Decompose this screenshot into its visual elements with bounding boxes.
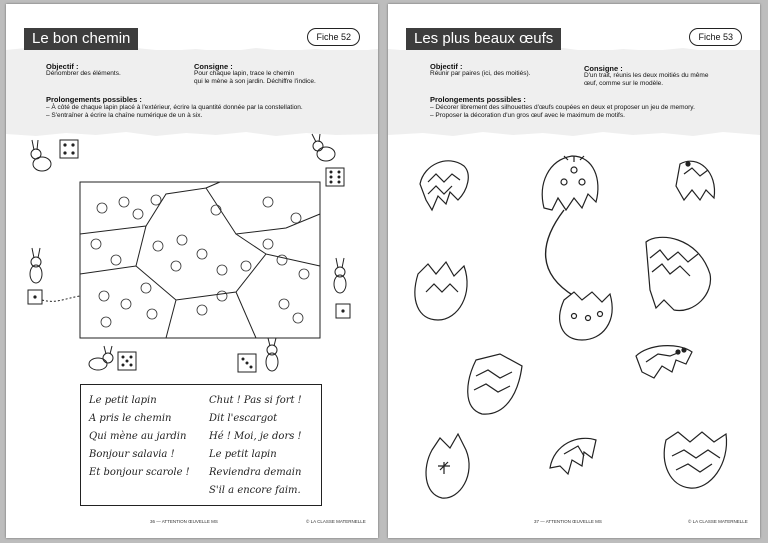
- bunny-icon: [30, 248, 42, 283]
- poem-line: S'il a encore faim.: [209, 485, 301, 496]
- bunny-icon: [89, 346, 113, 370]
- maze-wall: [136, 226, 146, 266]
- egg-half-icon: [550, 438, 596, 474]
- maze-wall: [166, 300, 176, 338]
- poem-line: Et bonjour scarole !: [89, 467, 190, 478]
- egg-half-icon: [664, 432, 726, 488]
- footer-right: © LA CLASSE MATERNELLE: [688, 519, 748, 524]
- page-fiche-52: [6, 4, 378, 538]
- prolongement-line: – Proposer la décoration d'un gros œuf avec le maximum de motifs.: [430, 112, 625, 119]
- maze-wall: [80, 254, 320, 300]
- poem-line: Le petit lapin: [89, 395, 157, 406]
- egg-half-icon: [426, 434, 469, 498]
- bunny-icon: [31, 140, 51, 171]
- dashed-path: [42, 296, 80, 301]
- prolongements-label: Prolongements possibles :: [430, 95, 526, 104]
- fiche-badge: Fiche 52: [307, 28, 360, 46]
- objectif-label: Objectif :: [430, 62, 463, 71]
- poem-line: Qui mène au jardin: [89, 431, 187, 442]
- poem-line: Hé ! Moi, je dors !: [209, 431, 302, 442]
- bunny-icon: [266, 338, 278, 371]
- bunny-icon: [334, 258, 346, 293]
- footer-left: 37 — ATTENTION ŒUVELLE MS: [534, 519, 602, 524]
- egg-half-icon: [468, 354, 522, 414]
- prolongement-line: – S'entraîner à écrire la chaîne numérique de un à six.: [46, 112, 203, 119]
- prolongement-line: – Décorer librement des silhouettes d'œufs coupées en deux et proposer un jeu de memory.: [430, 104, 695, 111]
- page-title: Les plus beaux œufs: [406, 28, 561, 50]
- poem-line: Bonjour salavia !: [89, 449, 175, 460]
- footer-right: © LA CLASSE MATERNELLE: [306, 519, 366, 524]
- dice-four: [60, 140, 78, 158]
- egg-halves-illustration: [388, 4, 760, 538]
- prolongement-line: – À côté de chaque lapin placé à l'extérieur, écrire la quantité donnée par la constellation.: [46, 104, 303, 111]
- poem-line: A pris le chemin: [89, 413, 172, 424]
- poem-line: Chut ! Pas si fort !: [209, 395, 302, 406]
- egg-half-icon: [676, 161, 715, 200]
- maze-animals: [91, 195, 309, 327]
- consigne-label: Consigne :: [584, 64, 623, 73]
- page-fiche-53: [388, 4, 760, 538]
- consigne-line: D'un trait, réunis les deux moitiés du même: [584, 72, 709, 79]
- consigne-line: qui le mène à son jardin. Déchiffre l'indice.: [194, 78, 316, 85]
- egg-half-icon: [420, 161, 468, 210]
- page-title: Le bon chemin: [24, 28, 138, 50]
- maze-wall: [236, 292, 256, 338]
- connecting-line: [546, 210, 574, 296]
- consigne-line: œuf, comme sur le modèle.: [584, 80, 664, 87]
- egg-half-icon: [646, 237, 711, 310]
- maze-wall: [80, 188, 320, 234]
- egg-half-icon: [542, 156, 598, 210]
- maze-wall: [236, 234, 266, 254]
- footer-left: 36 — ATTENTION ŒUVELLE MS: [150, 519, 218, 524]
- poem-box: [80, 384, 322, 506]
- consigne-line: Pour chaque lapin, trace le chemin: [194, 70, 295, 77]
- egg-half-icon: [636, 346, 692, 378]
- bunny-icon: [312, 134, 335, 161]
- consigne-label: Consigne :: [194, 62, 233, 71]
- egg-half-icon: [415, 262, 467, 320]
- maze-wall: [206, 182, 220, 188]
- objectif-text: Dénombrer des éléments.: [46, 70, 121, 77]
- prolongements-label: Prolongements possibles :: [46, 95, 142, 104]
- poem-line: Le petit lapin: [209, 449, 277, 460]
- dice-six: [326, 168, 344, 186]
- poem-line: Reviendra demain: [209, 467, 302, 478]
- egg-half-icon: [560, 292, 612, 340]
- poem-line: Dit l'escargot: [209, 413, 278, 424]
- fiche-badge: Fiche 53: [689, 28, 742, 46]
- objectif-label: Objectif :: [46, 62, 79, 71]
- objectif-text: Réunir par paires (ici, des moitiés).: [430, 70, 531, 77]
